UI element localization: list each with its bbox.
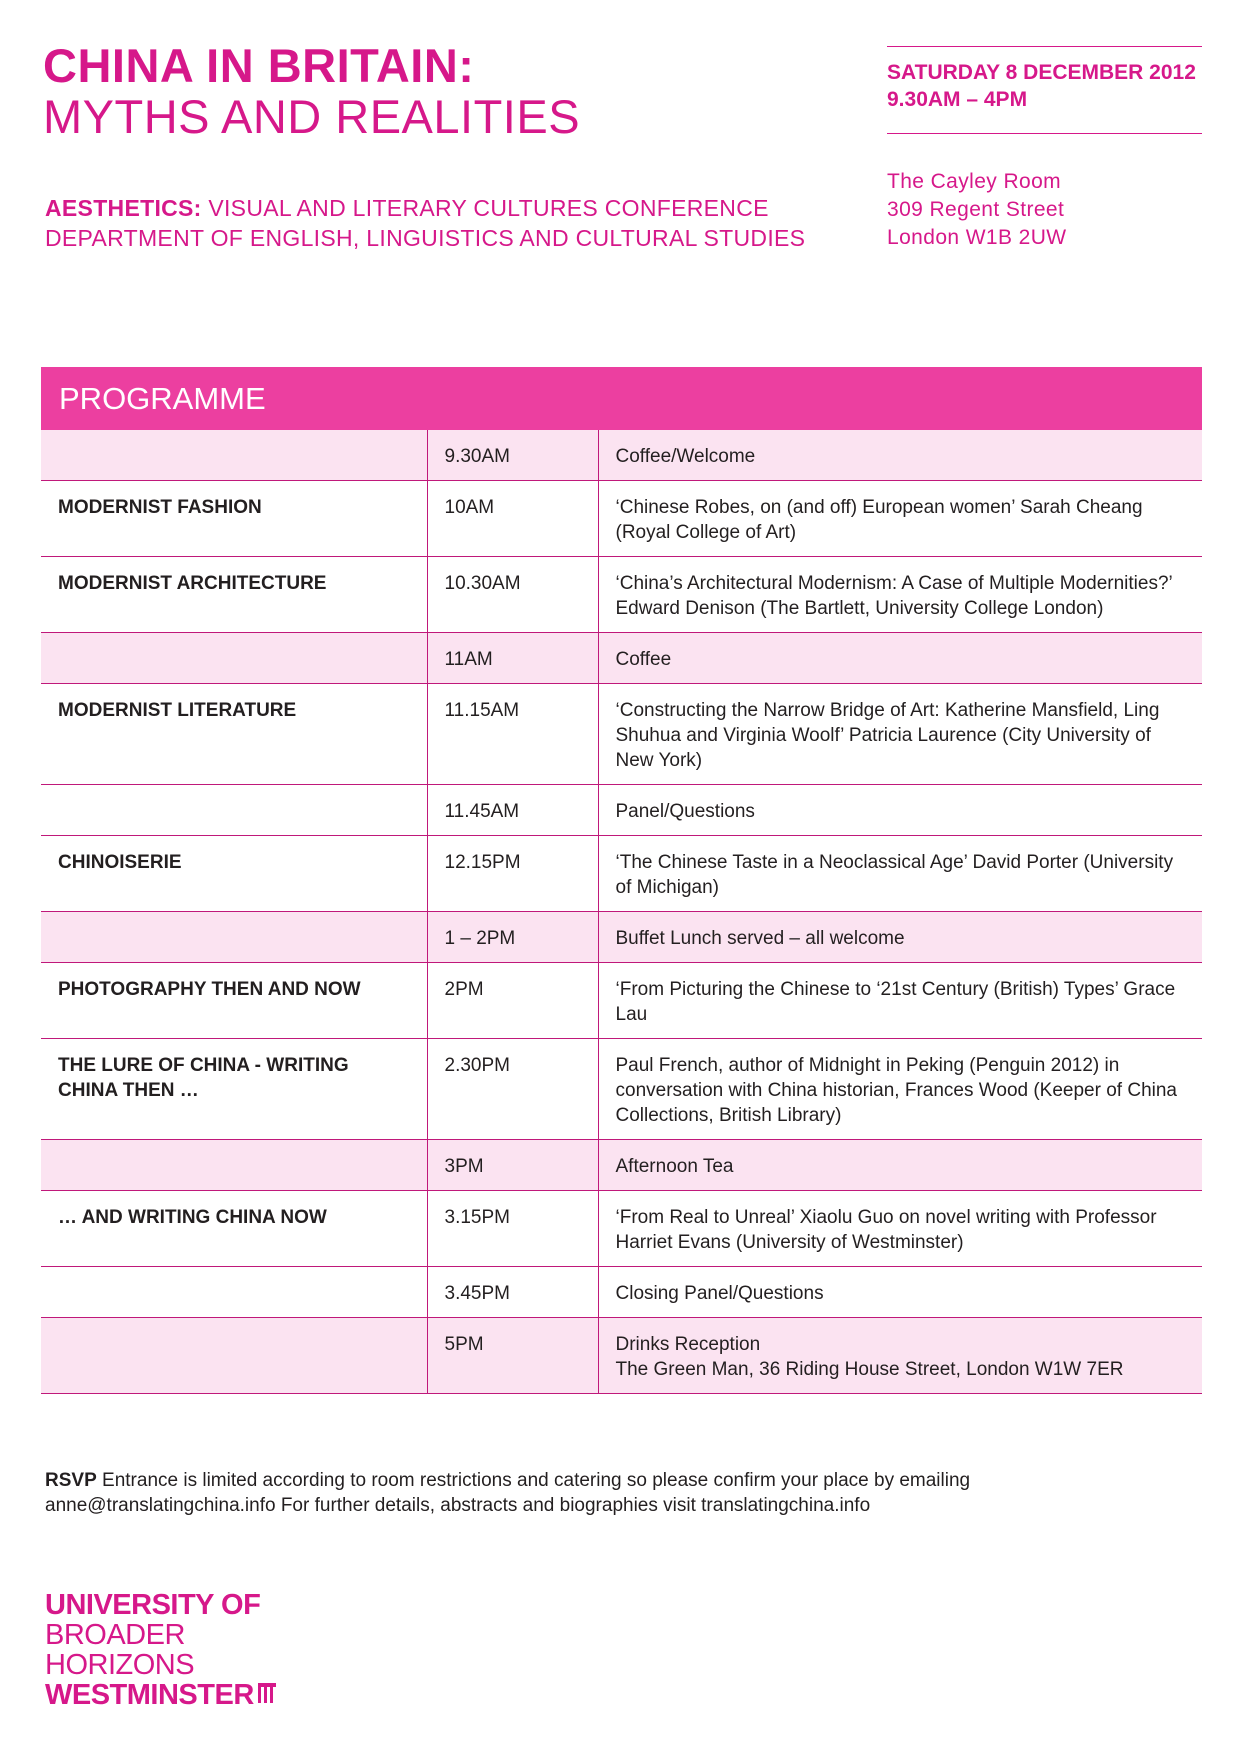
crest-icon xyxy=(258,1683,276,1703)
session-time: 10AM xyxy=(427,481,598,557)
session-description xyxy=(598,633,1202,684)
session-name: THE LURE OF CHINA - WRITING CHINA THEN … xyxy=(58,1055,349,1101)
session-name xyxy=(41,633,427,684)
schedule-row xyxy=(41,785,1202,836)
session-name xyxy=(41,1267,427,1318)
description-text: Coffee/Welcome xyxy=(615,446,756,467)
session-time: 1 – 2PM xyxy=(427,912,598,963)
schedule-row xyxy=(41,481,1202,557)
conference-line xyxy=(45,193,805,223)
session-name: … AND WRITING CHINA NOW xyxy=(58,1207,327,1228)
rsvp-text: Entrance is limited according to room restrictions and catering so please confirm your place by emailing anne@translatingchina.info For further details, abstracts and biographies visit translatingchina.info xyxy=(45,1470,971,1516)
session-description xyxy=(598,785,1202,836)
description-text: Drinks Reception xyxy=(615,1334,761,1355)
logo-line-1: UNIVERSITY OF xyxy=(45,1589,261,1621)
schedule-row xyxy=(41,1140,1202,1191)
session-name xyxy=(41,1140,427,1191)
department-line: DEPARTMENT OF ENGLISH, LINGUISTICS AND CULTURAL STUDIES xyxy=(45,225,806,251)
venue-line-2: 309 Regent Street xyxy=(887,198,1065,221)
schedule-row xyxy=(41,1267,1202,1318)
schedule-row xyxy=(41,963,1202,1039)
title-line-2: MYTHS AND REALITIES xyxy=(43,90,581,143)
description-text: ‘From Real to Unreal’ Xiaolu Guo on novel writing with Professor Harriet Evans (University of Westminster) xyxy=(615,1207,1157,1253)
description-text: ‘The Chinese Taste in a Neoclassical Age’ David Porter (University of Michigan) xyxy=(615,852,1174,898)
schedule-row xyxy=(41,1191,1202,1267)
description-text-extra: The Green Man, 36 Riding House Street, London W1W 7ER xyxy=(615,1359,1124,1380)
logo-line-4 xyxy=(45,1680,276,1710)
logo-line-2: BROADER xyxy=(45,1619,185,1651)
conference-info xyxy=(45,193,805,253)
session-name xyxy=(41,912,427,963)
session-time: 9.30AM xyxy=(427,430,598,481)
session-description xyxy=(598,963,1202,1039)
session-description xyxy=(598,1039,1202,1140)
conference-name: VISUAL AND LITERARY CULTURES CONFERENCE xyxy=(201,195,769,221)
session-name: MODERNIST ARCHITECTURE xyxy=(58,573,327,594)
session-description xyxy=(598,557,1202,633)
logo-line-3: HORIZONS xyxy=(45,1649,195,1681)
schedule-row xyxy=(41,684,1202,785)
description-text: ‘Chinese Robes, on (and off) European women’ Sarah Cheang (Royal College of Art) xyxy=(615,497,1143,543)
session-name: PHOTOGRAPHY THEN AND NOW xyxy=(58,979,361,1000)
description-text: Coffee xyxy=(615,649,672,670)
session-time: 12.15PM xyxy=(427,836,598,912)
session-name: MODERNIST FASHION xyxy=(58,497,262,518)
session-description xyxy=(598,1191,1202,1267)
session-time: 2.30PM xyxy=(427,1039,598,1140)
session-time: 11AM xyxy=(427,633,598,684)
session-name: MODERNIST LITERATURE xyxy=(58,700,297,721)
schedule-row xyxy=(41,633,1202,684)
session-name xyxy=(41,785,427,836)
session-description xyxy=(598,912,1202,963)
session-time: 10.30AM xyxy=(427,557,598,633)
programme-heading: PROGRAMME xyxy=(41,367,1202,430)
session-description xyxy=(598,1267,1202,1318)
description-text: Afternoon Tea xyxy=(615,1156,734,1177)
title-line-1: CHINA IN BRITAIN: xyxy=(43,39,475,92)
venue-address xyxy=(887,168,1067,252)
schedule-row xyxy=(41,557,1202,633)
rsvp-label: RSVP xyxy=(45,1470,97,1491)
event-date: SATURDAY 8 DECEMBER 2012 xyxy=(887,61,1196,84)
session-time: 11.45AM xyxy=(427,785,598,836)
description-text: Buffet Lunch served – all welcome xyxy=(615,928,905,949)
date-block xyxy=(887,46,1202,134)
event-title xyxy=(43,40,580,142)
description-text: ‘China’s Architectural Modernism: A Case of Multiple Modernities?’ Edward Denison (The Bartlett, University College London) xyxy=(615,573,1173,619)
schedule-row xyxy=(41,1039,1202,1140)
session-description xyxy=(598,1140,1202,1191)
conference-lead: AESTHETICS: xyxy=(45,195,202,221)
description-text: ‘From Picturing the Chinese to ‘21st Century (British) Types’ Grace Lau xyxy=(615,979,1176,1025)
description-text: Panel/Questions xyxy=(615,801,755,822)
session-name xyxy=(41,1318,427,1394)
logo-line-4-text: WESTMINSTER xyxy=(45,1679,254,1711)
schedule-row xyxy=(41,836,1202,912)
session-name: CHINOISERIE xyxy=(58,852,182,873)
session-description xyxy=(598,684,1202,785)
event-time: 9.30AM – 4PM xyxy=(887,88,1028,111)
session-description xyxy=(598,1318,1202,1394)
schedule-row xyxy=(41,912,1202,963)
session-time: 5PM xyxy=(427,1318,598,1394)
programme-section xyxy=(41,367,1202,1394)
schedule-table xyxy=(41,430,1202,1394)
session-time: 3.45PM xyxy=(427,1267,598,1318)
venue-line-1: The Cayley Room xyxy=(887,170,1062,193)
description-text: Closing Panel/Questions xyxy=(615,1283,824,1304)
session-description xyxy=(598,836,1202,912)
session-description xyxy=(598,430,1202,481)
session-description xyxy=(598,481,1202,557)
description-text: Paul French, author of Midnight in Peking (Penguin 2012) in conversation with China historian, Frances Wood (Keeper of China Collections, British Library) xyxy=(615,1055,1177,1126)
description-text: ‘Constructing the Narrow Bridge of Art: Katherine Mansfield, Ling Shuhua and Virginia Woolf’ Patricia Laurence (City University of New York) xyxy=(615,700,1160,771)
rsvp-note xyxy=(45,1468,1195,1518)
university-logo xyxy=(45,1590,276,1710)
session-time: 3PM xyxy=(427,1140,598,1191)
venue-line-3: London W1B 2UW xyxy=(887,226,1067,249)
schedule-row xyxy=(41,1318,1202,1394)
session-time: 11.15AM xyxy=(427,684,598,785)
session-name xyxy=(41,430,427,481)
session-time: 3.15PM xyxy=(427,1191,598,1267)
schedule-row xyxy=(41,430,1202,481)
session-time: 2PM xyxy=(427,963,598,1039)
